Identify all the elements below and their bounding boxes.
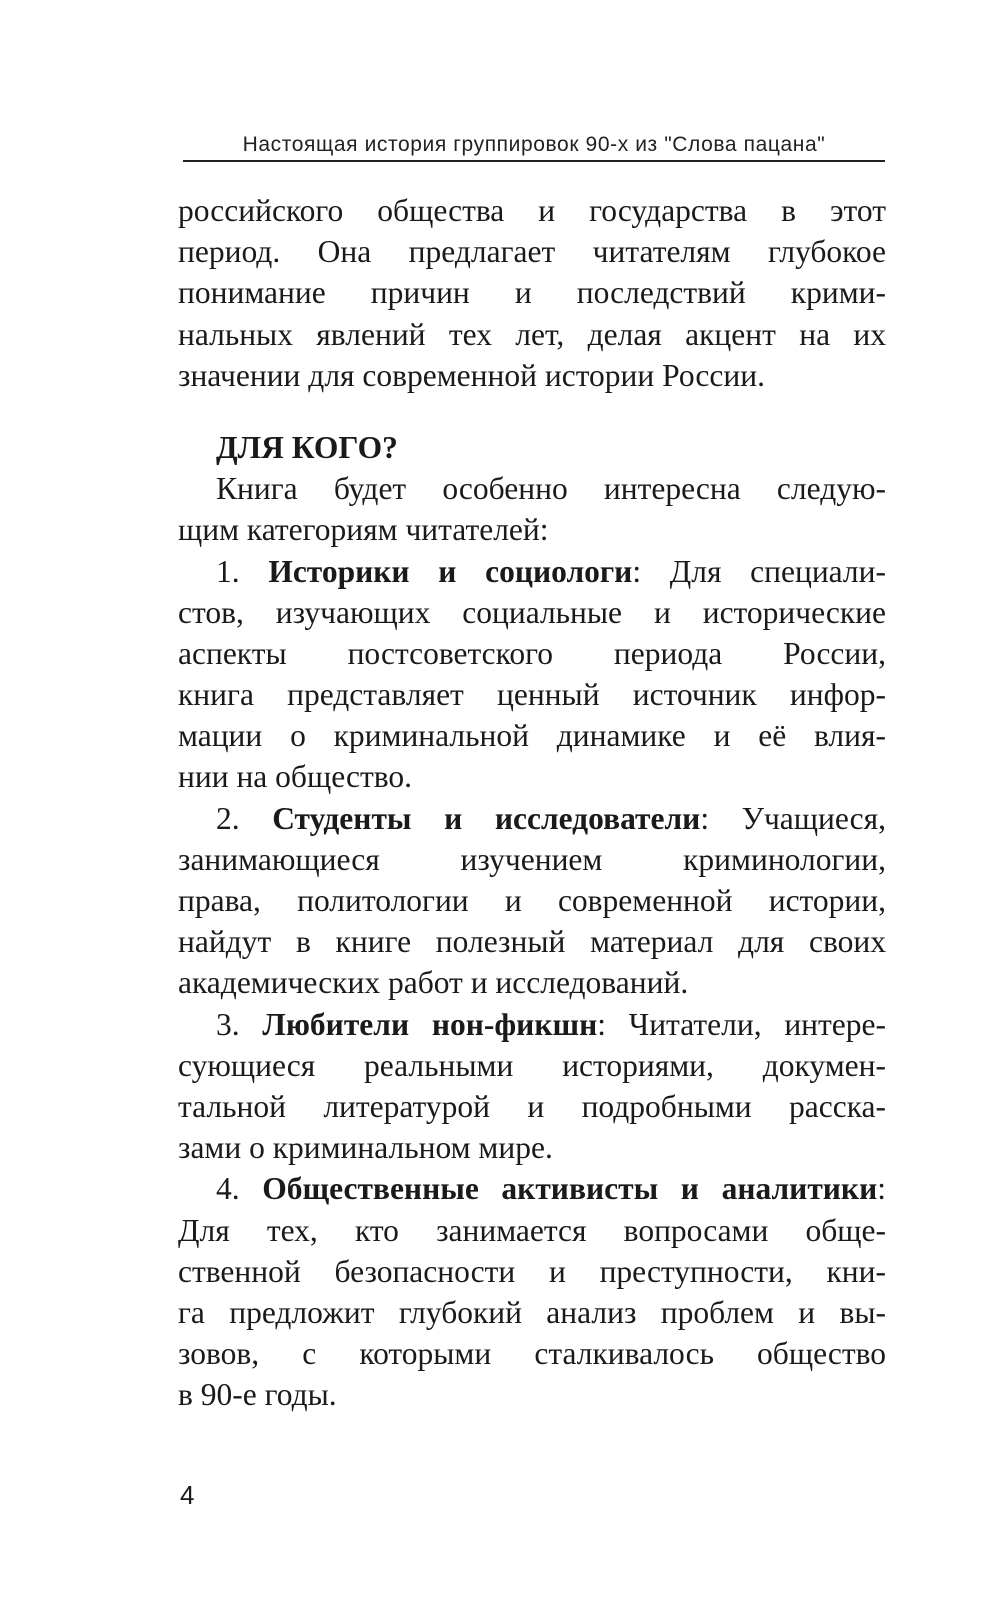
text-line: занимающиеся изучением криминологии, xyxy=(178,841,886,877)
text-line: ственной безопасности и преступности, кни- xyxy=(178,1253,886,1289)
section-heading: ДЛЯ КОГО? xyxy=(216,429,398,465)
text-line: зами о криминальном мире. xyxy=(178,1130,553,1166)
text-line: Книга будет особенно интересна следую- xyxy=(216,471,886,507)
body-text xyxy=(178,190,886,1415)
item-number: 3. xyxy=(216,1006,240,1042)
text-line: стов, изучающих социальные и исторические xyxy=(178,594,886,630)
text-line: права, политологии и современной истории, xyxy=(178,883,886,918)
item-number: 2. xyxy=(216,800,240,836)
text-line: аспекты постсоветского периода России, xyxy=(178,635,886,671)
text-line: академических работ и исследований. xyxy=(178,965,689,1001)
text-line: понимание причин и последствий крими- xyxy=(178,275,886,311)
item-text: : Учащиеся, xyxy=(700,800,886,836)
item-term: Любители нон-фикшн xyxy=(262,1006,598,1042)
text-line: значении для современной истории России. xyxy=(178,357,765,393)
text-line: найдут в книге полезный материал для своих xyxy=(178,924,886,960)
text-line: нии на общество. xyxy=(178,759,412,795)
item-number: 1. xyxy=(216,553,240,589)
item-term: Историки и социологи xyxy=(268,553,633,589)
list-item-first-line xyxy=(178,798,886,839)
text-line: в 90-е годы. xyxy=(178,1377,337,1413)
item-text: : xyxy=(877,1171,886,1207)
item-term: Студенты и исследователи xyxy=(272,800,701,836)
text-line: период. Она предлагает читателям глубокое xyxy=(178,234,886,270)
list-item-first-line xyxy=(178,551,886,592)
text-line: сующиеся реальными историями, докумен- xyxy=(178,1047,886,1083)
item-text: : Для специали- xyxy=(632,553,886,589)
page-number: 4 xyxy=(180,1480,195,1510)
running-head-rule xyxy=(183,160,885,162)
text-line: га предложит глубокий анализ проблем и вы- xyxy=(178,1294,886,1330)
text-line: тальной литературой и подробными расска- xyxy=(178,1088,886,1124)
item-text: : Читатели, интере- xyxy=(597,1006,886,1042)
list-item-first-line xyxy=(178,1168,886,1209)
text-line: мации о криминальной динамике и её влия- xyxy=(178,718,886,754)
running-head: Настоящая история группировок 90-х из "Слова пацана" xyxy=(242,133,826,156)
text-line: нальных явлений тех лет, делая акцент на их xyxy=(178,316,886,352)
text-line: книга представляет ценный источник инфор- xyxy=(178,677,886,713)
item-number: 4. xyxy=(216,1171,240,1207)
section-gap xyxy=(178,396,886,427)
list-item-first-line xyxy=(178,1004,886,1045)
text-line: щим категориям читателей: xyxy=(178,512,549,548)
text-line: Для тех, кто занимается вопросами обще- xyxy=(178,1212,886,1248)
text-line: российского общества и государства в этот xyxy=(178,193,886,228)
text-line: зовов, с которыми сталкивалось общество xyxy=(178,1336,886,1372)
item-term: Общественные активисты и аналитики xyxy=(262,1171,878,1207)
